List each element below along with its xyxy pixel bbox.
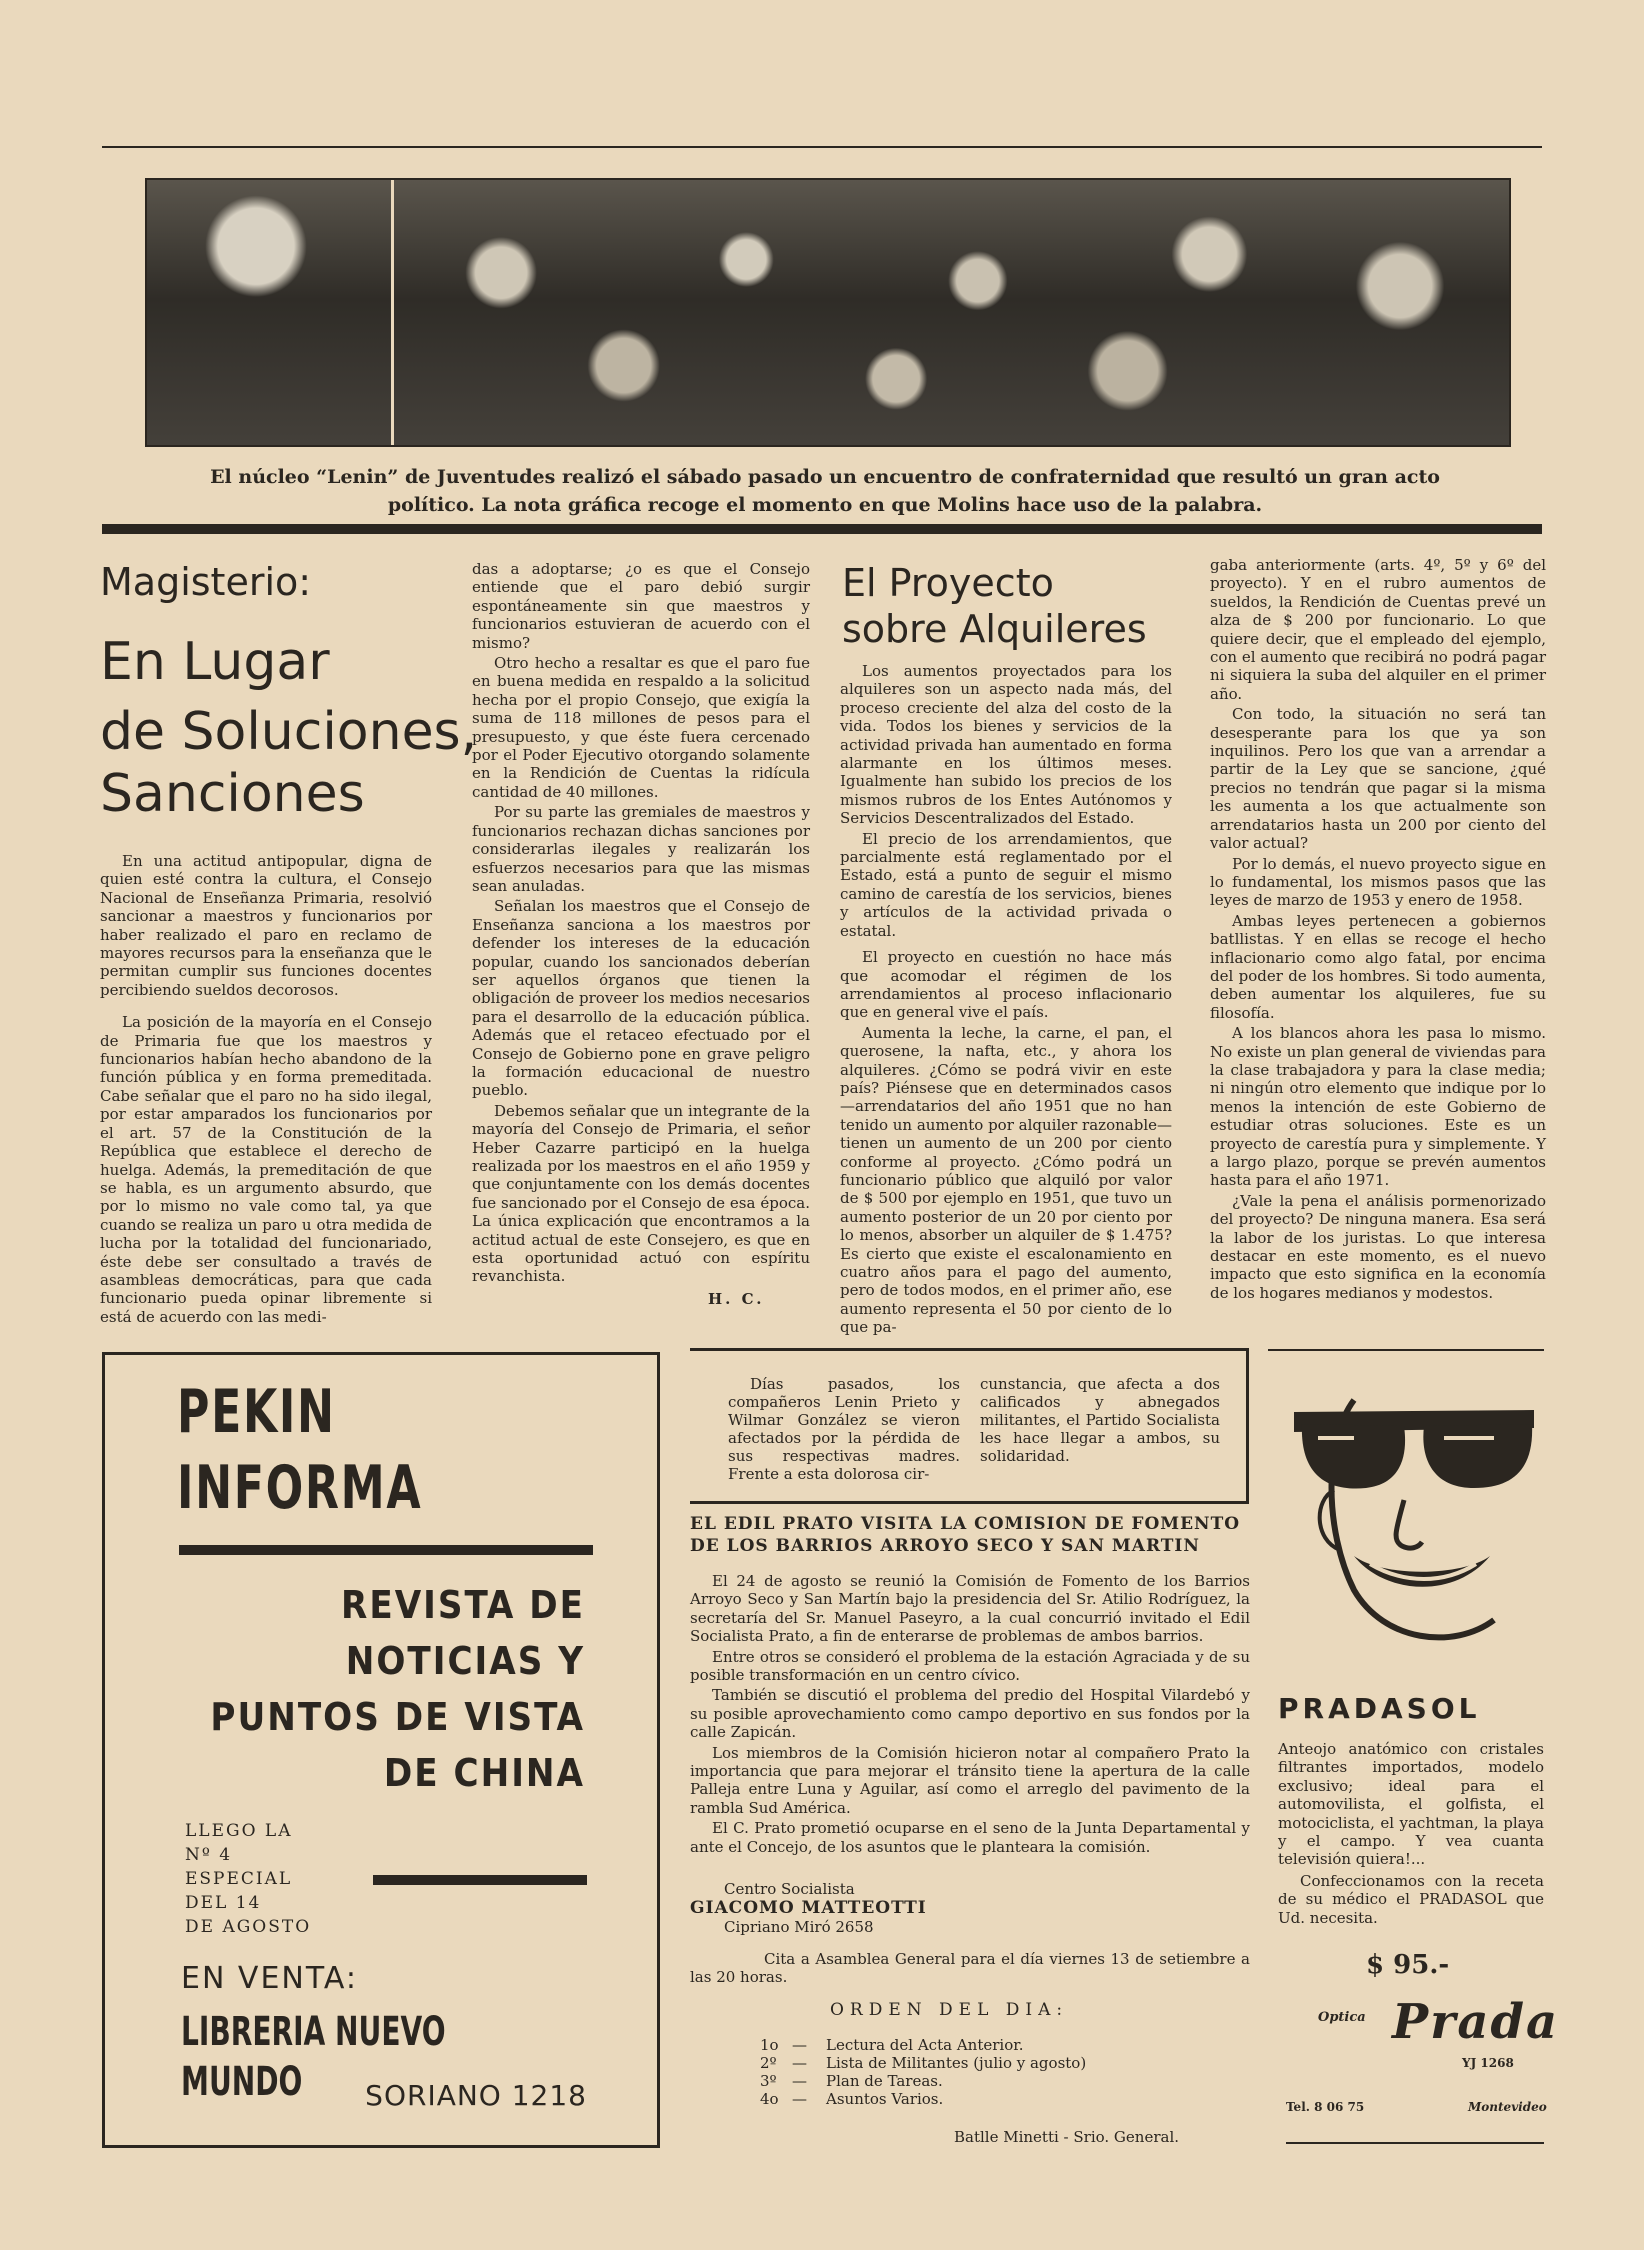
pekin-bar-2 (373, 1875, 587, 1885)
pradasol-top-rule (1268, 1349, 1544, 1351)
pekin-llego-3: ESPECIAL (185, 1869, 293, 1889)
pekin-title-1: PEKIN (177, 1377, 336, 1447)
orden-item-1: Lectura del Acta Anterior. (826, 2036, 1024, 2054)
pekin-subtitle-4: DE CHINA (383, 1751, 585, 1795)
optica-small: Optica (1318, 2010, 1366, 2025)
orden-item-2: Lista de Militantes (julio y agosto) (826, 2054, 1087, 2072)
pekin-bar-1 (179, 1545, 593, 1555)
orden-num-4: 4o (760, 2090, 779, 2108)
pradasol-bottom-rule (1286, 2142, 1544, 2144)
edil-title-2: DE LOS BARRIOS ARROYO SECO Y SAN MARTIN (690, 1536, 1200, 1556)
magisterio-signature: H. C. (708, 1290, 765, 1308)
alquileres-col1 (840, 662, 1172, 1339)
orden-title: ORDEN DEL DIA: (830, 2000, 1069, 2020)
condolence-right: cunstancia, que afecta a dos calificados y abnegados militantes, el Partido Socialista les hace llegar a ambos, su solidaridad. (980, 1375, 1220, 1465)
pradasol-desc: Anteojo anatómico con cristales filtrantes importados, modelo exclusivo; ideal para el automovilista, el golfista, el motociclista, el yachtman, la playa y el campo. Y vea cuanta televisión quiera!... (1278, 1740, 1544, 1869)
orden-dash-4: — (792, 2090, 807, 2108)
pekin-subtitle-2: NOTICIAS Y (345, 1639, 585, 1683)
pekin-llego-1: LLEGO LA (185, 1821, 293, 1841)
alquileres-title-2: sobre Alquileres (842, 607, 1147, 651)
magisterio-p5: Por su parte las gremiales de maestros y funcionarios rechazan dichas sanciones por considerarlas ilegales y realizarán los esfuerzos necesarios para que las mismas sean anuladas. (472, 803, 810, 895)
alquileres-title-1: El Proyecto (842, 561, 1054, 605)
centro-address: Cipriano Miró 2658 (724, 1918, 874, 1936)
orden-num-3: 3º (760, 2072, 777, 2090)
orden-num-1: 1o (760, 2036, 779, 2054)
alquileres-p9: A los blancos ahora les pasa lo mismo. No existe un plan general de viviendas para la clase trabajadora y para la clase media; ni ningún otro elemento que indique por lo menos la intención de este Gobierno de estudiar otras soluciones. Este es un proyecto de carestía pura y simplemente. Y a largo plazo, porque se prevén aumentos hasta para el año 1971. (1210, 1024, 1546, 1190)
pekin-title-2: INFORMA (177, 1453, 423, 1523)
section-rule (102, 524, 1542, 534)
orden-dash-2: — (792, 2054, 807, 2072)
pekin-address: SORIANO 1218 (365, 2079, 587, 2112)
optica-code: YJ 1268 (1462, 2056, 1514, 2070)
condolence-left: Días pasados, los compañeros Lenin Prieto y Wilmar González se vieron afectados por la pérdida de sus respectivas madres. Frente a esta dolorosa cir- (728, 1375, 960, 1483)
orden-dash-1: — (792, 2036, 807, 2054)
magisterio-p7: Debemos señalar que un integrante de la mayoría del Consejo de Primaria, el señor Heber Cazarre participó en la huelga realizada por los maestros en el año 1959 y que conjuntamente con los demás docentes fue sancionado por el Consejo de esa época. La única explicación que encontramos a la actitud actual de este Consejero, es que en esta oportunidad actuó con espíritu revanchista. (472, 1101, 810, 1286)
orden-item-4: Asuntos Varios. (826, 2090, 944, 2108)
edil-p2: Entre otros se consideró el problema de la estación Agraciada y de su posible transformación en un centro cívico. (690, 1647, 1250, 1685)
optica-city: Montevideo (1468, 2100, 1547, 2114)
magisterio-p6: Señalan los maestros que el Consejo de Enseñanza sanciona a los maestros por defender los intereses de la educación popular, cuando los sancionados deberían ser aquellos órganos que tienen la obligación de proveer los medios necesarios para el desarrollo de la educación pública. Además que el retaceo efectuado por el Consejo de Gobierno pone en grave peligro la formación educacional de nuestro pueblo. (472, 897, 810, 1100)
magisterio-title-2: de Soluciones, (100, 702, 478, 762)
edil-p1: El 24 de agosto se reunió la Comisión de Fomento de los Barrios Arroyo Seco y San Martín bajo la presidencia del Sr. Atilio Rodríguez, la secretaría del Sr. Manuel Paseyro, a la cual concurrió invitado el Edil Socialista Prato, a fin de enterarse de problemas de ambos barrios. (690, 1572, 1250, 1646)
condolence-box (690, 1348, 1249, 1504)
magisterio-title-1: En Lugar (100, 632, 330, 692)
pradasol-brand: PRADASOL (1278, 1692, 1481, 1725)
pekin-subtitle-1: REVISTA DE (341, 1583, 585, 1627)
alquileres-col2 (1210, 556, 1546, 1304)
orden-num-2: 2º (760, 2054, 777, 2072)
alquileres-p2: El precio de los arrendamientos, que parcialmente está reglamentado por el Estado, está a punto de seguir el mismo camino de carestía de los servicios, bienes y artículos de la actividad privada o estatal. (840, 829, 1172, 940)
centro-label: Centro Socialista (724, 1880, 855, 1898)
magisterio-p4: Otro hecho a resaltar es que el paro fue en buena medida en respaldo a la solicitud hecha por el propio Consejo, que exigía la suma de 118 millones de pesos para el presupuesto, y que éste fuera cercenado por el Poder Ejecutivo otorgando solamente en la Rendición de Cuentas la ridícula cantidad de 40 millones. (472, 654, 810, 801)
pradasol-price: $ 95.- (1366, 1950, 1450, 1980)
pekin-libreria: LIBRERIA NUEVO MUNDO (181, 2009, 446, 2105)
pekin-llego-4: DEL 14 (185, 1893, 262, 1913)
alquileres-p3: El proyecto en cuestión no hace más que acomodar el régimen de los arrendamientos al proceso inflacionario que en general vive el país. (840, 948, 1172, 1022)
alquileres-p7: Por lo demás, el nuevo proyecto sigue en lo fundamental, los mismos pasos que las leyes de marzo de 1953 y enero de 1958. (1210, 854, 1546, 910)
sunglasses-face-illustration (1284, 1380, 1554, 1660)
alquileres-p8: Ambas leyes pertenecen a gobiernos batllistas. Y en ellas se recoge el hecho inflacionario como algo fatal, por encima del poder de los hombres. Si todo aumenta, deben aumentar los alquileres, fue su filosofía. (1210, 911, 1546, 1022)
centro-signature: Batlle Minetti - Srio. General. (954, 2128, 1180, 2146)
top-rule (102, 146, 1542, 148)
magisterio-kicker: Magisterio: (100, 560, 312, 604)
optica-prada-logo: Prada (1392, 1994, 1560, 2050)
event-photo (145, 178, 1511, 447)
alquileres-p1: Los aumentos proyectados para los alquileres son un aspecto nada más, del proceso creciente del alza del costo de la vida. Todos los bienes y servicios de la actividad privada han aumentado en forma alarmante en los últimos meses. Igualmente han subido los precios de los mismos rubros de los Entes Autónomos y Servicios Descentralizados del Estado. (840, 662, 1172, 828)
pradasol-desc2: Confeccionamos con la receta de su médico el PRADASOL que Ud. necesita. (1278, 1872, 1544, 1927)
centro-name: GIACOMO MATTEOTTI (690, 1898, 927, 1918)
centro-cita: Cita a Asamblea General para el día viernes 13 de setiembre a las 20 horas. (690, 1950, 1250, 1987)
alquileres-p10: ¿Vale la pena el análisis pormenorizado del proyecto? De ninguna manera. Esa será la labor de los juristas. Lo que interesa destacar en este momento, es el nuevo impacto que esto significa en la economía de los hogares medianos y modestos. (1210, 1191, 1546, 1302)
photo-divider (391, 180, 394, 445)
optica-tel: Tel. 8 06 75 (1286, 2100, 1365, 2114)
edil-p5: El C. Prato prometió ocuparse en el seno de la Junta Departamental y ante el Concejo, de los asuntos que le planteara la comisión. (690, 1819, 1250, 1856)
edil-title-1: EL EDIL PRATO VISITA LA COMISION DE FOMENTO (690, 1514, 1241, 1534)
pekin-ad (102, 1352, 660, 2148)
alquileres-p6: Con todo, la situación no será tan desesperante para los que ya son inquilinos. Pero los que van a arrendar a partir de la Ley que se sancione, ¿qué precios no tendrán que pagar si la misma les aumenta a los que actualmente son arrendatarios hasta un 200 por ciento del valor actual? (1210, 705, 1546, 853)
alquileres-p4: Aumenta la leche, la carne, el pan, el querosene, la nafta, etc., y ahora los alquileres. ¿Cómo se podrá vivir en este país? Piénsese que en determinados casos —arrendatarios del año 1951 que no han tenido un aumento por alquiler razonable— tienen un aumento de un 200 por ciento conforme al proyecto. ¿Cómo podrá un funcionario público que alquiló por valor de $ 500 por ejemplo en 1951, que tuvo un aumento posterior de un 20 por ciento por lo menos, absorber un alquiler de $ 1.475? Es cierto que existe el escalonamiento en cuatro años para el pago del aumento, pero de todos modos, en el primer año, ese aumento representa el 50 por ciento de lo que pa- (840, 1023, 1172, 1337)
magisterio-col2 (472, 560, 810, 1288)
pekin-subtitle-3: PUNTOS DE VISTA (210, 1695, 585, 1739)
magisterio-p1: En una actitud antipopular, digna de quien esté contra la cultura, el Consejo Nacional de Enseñanza Primaria, resolvió sancionar a maestros y funcionarios por haber realizado el paro en reclamo de mayores recursos para la enseñanza que le permitan cumplir sus funciones docentes percibiendo sueldos decorosos. (100, 852, 432, 999)
edil-body (690, 1572, 1250, 1858)
magisterio-col1 (100, 852, 432, 1328)
orden-item-3: Plan de Tareas. (826, 2072, 943, 2090)
pekin-llego-5: DE AGOSTO (185, 1917, 312, 1937)
edil-p4: Los miembros de la Comisión hicieron notar al compañero Prato la importancia que para mejorar el tránsito tiene la apertura de la calle Palleja entre Luna y Aguilar, así como el arreglo del pavimento de la rambla Sud América. (690, 1743, 1250, 1817)
alquileres-p5: gaba anteriormente (arts. 4º, 5º y 6º del proyecto). Y en el rubro aumentos de sueldos, la Rendición de Cuentas prevé un alza de $ 200 por funcionario. Lo que quiere decir, que el empleado del ejemplo, con el aumento que recibirá no podrá pagar ni siquiera la suba del alquiler en el primer año. (1210, 556, 1546, 703)
orden-dash-3: — (792, 2072, 807, 2090)
edil-p3: También se discutió el problema del predio del Hospital Vilardebó y su posible aprovechamiento como campo deportivo en sus fondos por la calle Zapicán. (690, 1686, 1250, 1742)
magisterio-p2: La posición de la mayoría en el Consejo de Primaria fue que los maestros y funcionarios habían hecho abandono de la función pública y en forma premeditada. Cabe señalar que el paro no ha sido ilegal, por estar amparados los funcionarios por el art. 57 de la Constitución de la República que establece el derecho de huelga. Además, la premeditación de que se habla, es un argumento absurdo, que por lo mismo no vale como tal, ya que cuando se realiza un paro u otra medida de lucha por la totalidad del funcionariado, éste debe ser consultado a través de asambleas democráticas, para que cada funcionario pueda opinar libremente si está de acuerdo con las medi- (100, 1013, 432, 1326)
magisterio-p3: das a adoptarse; ¿o es que el Consejo entiende que el paro debió surgir espontáneamente sin que maestros y funcionarios estuvieran de acuerdo con el mismo? (472, 560, 810, 652)
pekin-llego-2: Nº 4 (185, 1845, 233, 1865)
pekin-en-venta: EN VENTA: (181, 1961, 358, 1996)
magisterio-title-3: Sanciones (100, 764, 365, 824)
photo-caption: El núcleo “Lenin” de Juventudes realizó el sábado pasado un encuentro de confraternidad que resultó un gran acto político. La nota gráfica recoge el momento en que Molins hace uso de la palabra. (210, 466, 1440, 516)
